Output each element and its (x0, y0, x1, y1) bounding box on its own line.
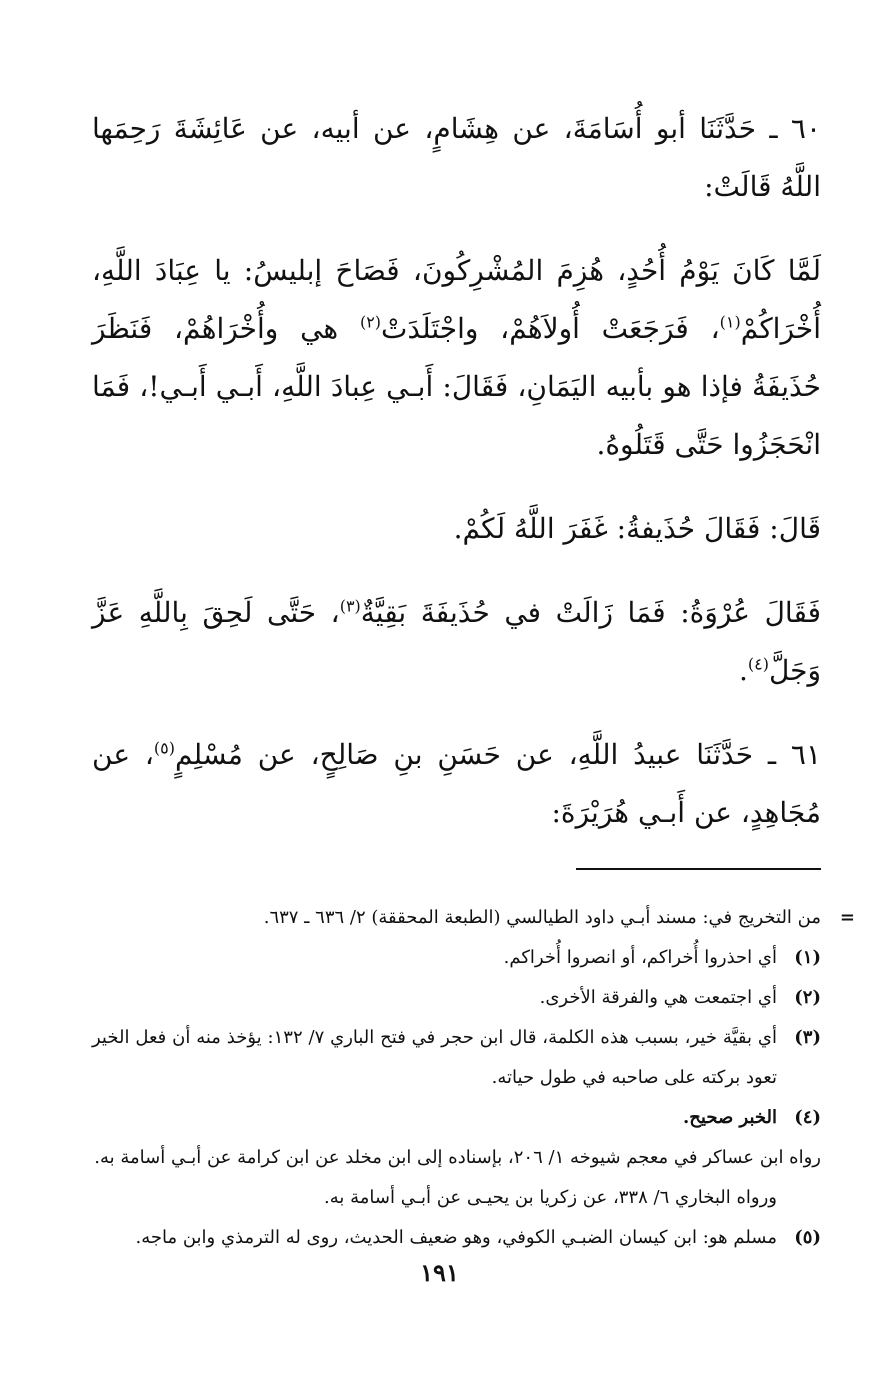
urwa-text-c: . (738, 654, 748, 687)
footnote-ref-1[interactable]: (١) (719, 312, 741, 332)
footnote-2 (92, 978, 821, 1018)
footnote-ref-5[interactable]: (٥) (153, 738, 175, 758)
hadith-60-text-a: لَمَّا كَانَ يَوْمُ أُحُدٍ، هُزِمَ المُشْرِكُونَ، فَصَاحَ إبليسُ: يا عِبَادَ اللَّهِ، أُخْرَاكُمْ (92, 254, 821, 345)
main-text (92, 100, 821, 842)
footnote-text: أي احذروا أُخراكم، أو انصروا أُخراكم. (503, 947, 777, 968)
footnote-separator (576, 868, 821, 870)
urwa-text-a: فَقَالَ عُرْوَةُ: فَمَا زَالَتْ في حُذَيفَةَ بَقِيَّةٌ (360, 596, 822, 629)
footnote-text: أي بقيَّة خير، بسبب هذه الكلمة، قال ابن حجر في فتح الباري ٧/ ١٣٢: يؤخذ منه أن فعل الخير تعود بركته على صاحبه في طول حياته. (92, 1027, 777, 1088)
hadith-60-text-c: هي وأُخْرَاهُمْ، فَنَظَرَ حُذَيفَةُ فإذا هو بأبيه اليَمَانِ، فَقَالَ: أَبـي عِبادَ اللَّهِ، أَبـي أَبـي!، فَمَا انْحَجَزُوا حَتَّى قَتَلُوهُ. (92, 312, 821, 461)
footnote-ref-2[interactable]: (٢) (359, 312, 382, 332)
footnote-text: مسلم هو: ابن كيسان الضبـي الكوفي، وهو ضعيف الحديث، روى له الترمذي وابن ماجه. (135, 1227, 777, 1248)
footnote-number: (٤) (794, 1107, 821, 1128)
urwa-text-b: ، حَتَّى لَحِقَ بِاللَّهِ عَزَّ وَجَلَّ (92, 596, 821, 687)
hadith-61-text-a: ٦١ ـ حَدَّثَنَا عبيدُ اللَّهِ، عن حَسَنِ بنِ صَالِحٍ، عن مُسْلِمٍ (175, 738, 821, 771)
footnote-ref-3[interactable]: (٣) (339, 596, 361, 616)
hadith-60-hudhayfa: قَالَ: فَقَالَ حُذَيفةُ: غَفَرَ اللَّهُ لَكُمْ. (453, 512, 821, 545)
footnote-4 (92, 1098, 821, 1138)
hadith-61-isnad (92, 726, 821, 842)
hadith-60-urwa (92, 584, 821, 700)
continuation-marker: = (839, 907, 855, 928)
footnote-number: (٣) (794, 1027, 821, 1048)
hadith-60-text-b: ، فَرَجَعَتْ أُولاَهُمْ، واجْتَلَدَتْ (381, 312, 720, 345)
footnote-number: (١) (794, 947, 821, 968)
footnote-ref-4[interactable]: (٤) (747, 654, 769, 674)
footnote-text: أي اجتمعت هي والفرقة الأخرى. (539, 987, 777, 1008)
footnote-text: الخبر صحيح. (683, 1107, 777, 1128)
footnotes (92, 898, 855, 1258)
footnote-continuation (92, 898, 855, 938)
footnote-1 (92, 938, 821, 978)
footnote-5 (92, 1218, 821, 1258)
hadith-61-text-b: ، عن مُجَاهِدٍ، عن أَبـي هُرَيْرَةَ: (92, 738, 821, 829)
footnote-3 (92, 1018, 821, 1098)
footnote-number: (٢) (794, 987, 821, 1008)
hadith-60-body (92, 242, 821, 474)
continuation-text: من التخريج في: مسند أبـي داود الطيالسي (الطبعة المحققة) ٢/ ٦٣٦ ـ ٦٣٧. (263, 907, 821, 928)
hadith-60-isnad: ٦٠ ـ حَدَّثَنَا أبو أُسَامَةَ، عن هِشَامٍ، عن أبيه، عن عَائِشَةَ رَحِمَها اللَّهُ قَالَتْ: (92, 112, 821, 203)
footnote-4-source-2: ورواه البخاري ٦/ ٣٣٨، عن زكريا بن يحيـى عن أبـي أسامة به. (324, 1187, 777, 1208)
page-number: ١٩١ (420, 1258, 459, 1287)
footnote-4-source-1: رواه ابن عساكر في معجم شيوخه ١/ ٢٠٦، بإسناده إلى ابن مخلد عن ابن كرامة عن أبـي أسامة به. (94, 1147, 821, 1168)
footnote-number: (٥) (794, 1227, 821, 1248)
